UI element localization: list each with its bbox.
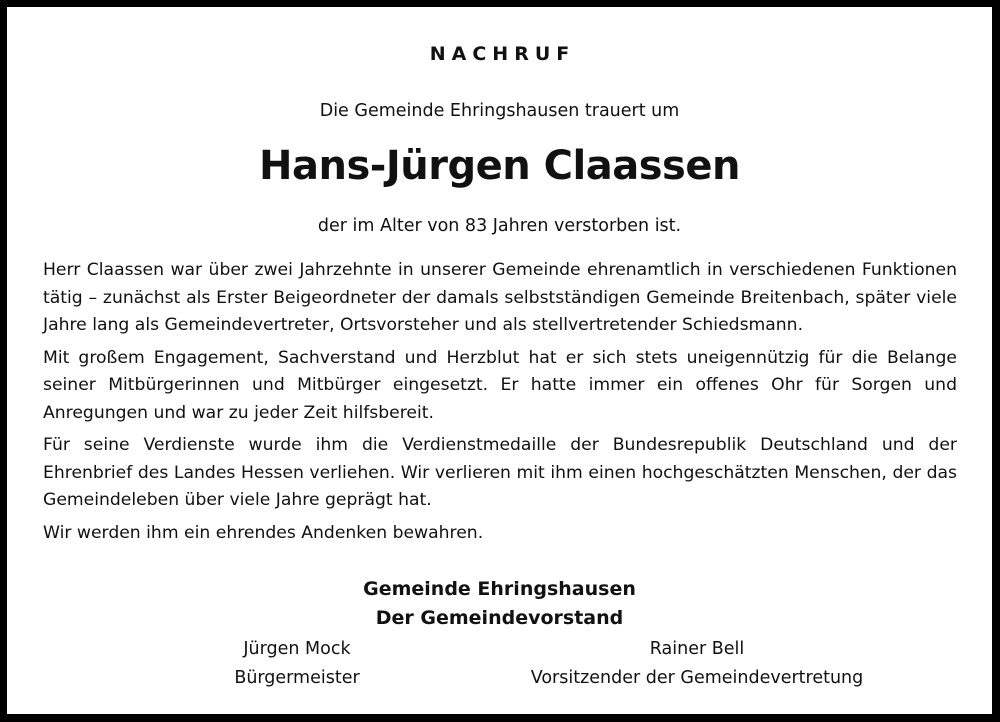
organization-name: Gemeinde Ehringshausen (363, 578, 636, 600)
paragraph-career: Herr Claassen war über zwei Jahrzehnte in unserer Gemeinde ehrenamtlich in verschiedenen Funktionen tätig – zunächst als Erster Beigeordneter der damals selbstständigen Gemeinde Breitenbach, später viele Jahre lang als Gemeindevertreter, Ortsvorsteher und als stellvertretender Schiedsmann. (43, 260, 957, 335)
paragraph-engagement: Mit großem Engagement, Sachverstand und Herzblut hat er sich stets uneigennützig für die Belange seiner Mitbürgerinnen und Mitbürger eingesetzt. Er hatte immer ein offenes Ohr für Sorgen und Anregungen und war zu jeder Zeit hilfsbereit. (43, 347, 957, 423)
signer-title: Vorsitzender der Gemeindevertretung (530, 668, 864, 688)
signer-council-chair (487, 635, 907, 693)
notice-kicker: NACHRUF (429, 43, 576, 65)
signer-mayor (197, 635, 397, 693)
deceased-name: Hans-Jürgen Claassen (259, 143, 740, 189)
signer-name: Jürgen Mock (243, 639, 351, 659)
intro-line: Die Gemeinde Ehringshausen trauert um (319, 101, 680, 121)
signer-name: Rainer Bell (649, 639, 745, 659)
signer-title: Bürgermeister (234, 668, 360, 688)
paragraph-closing: Wir werden ihm ein ehrendes Andenken bewahren. (43, 522, 484, 543)
age-line: der im Alter von 83 Jahren verstorben ist. (317, 216, 682, 236)
paragraph-honors: Für seine Verdienste wurde ihm die Verdienstmedaille der Bundesrepublik Deutschland und der Ehrenbrief des Landes Hessen verliehen. Wir verlieren mit ihm einen hochgeschätzten Menschen, der das Gemeindeleben über viele Jahre geprägt hat. (43, 435, 957, 510)
signature-organization (7, 575, 992, 633)
organization-body: Der Gemeindevorstand (375, 607, 624, 629)
notice-body (43, 257, 957, 552)
